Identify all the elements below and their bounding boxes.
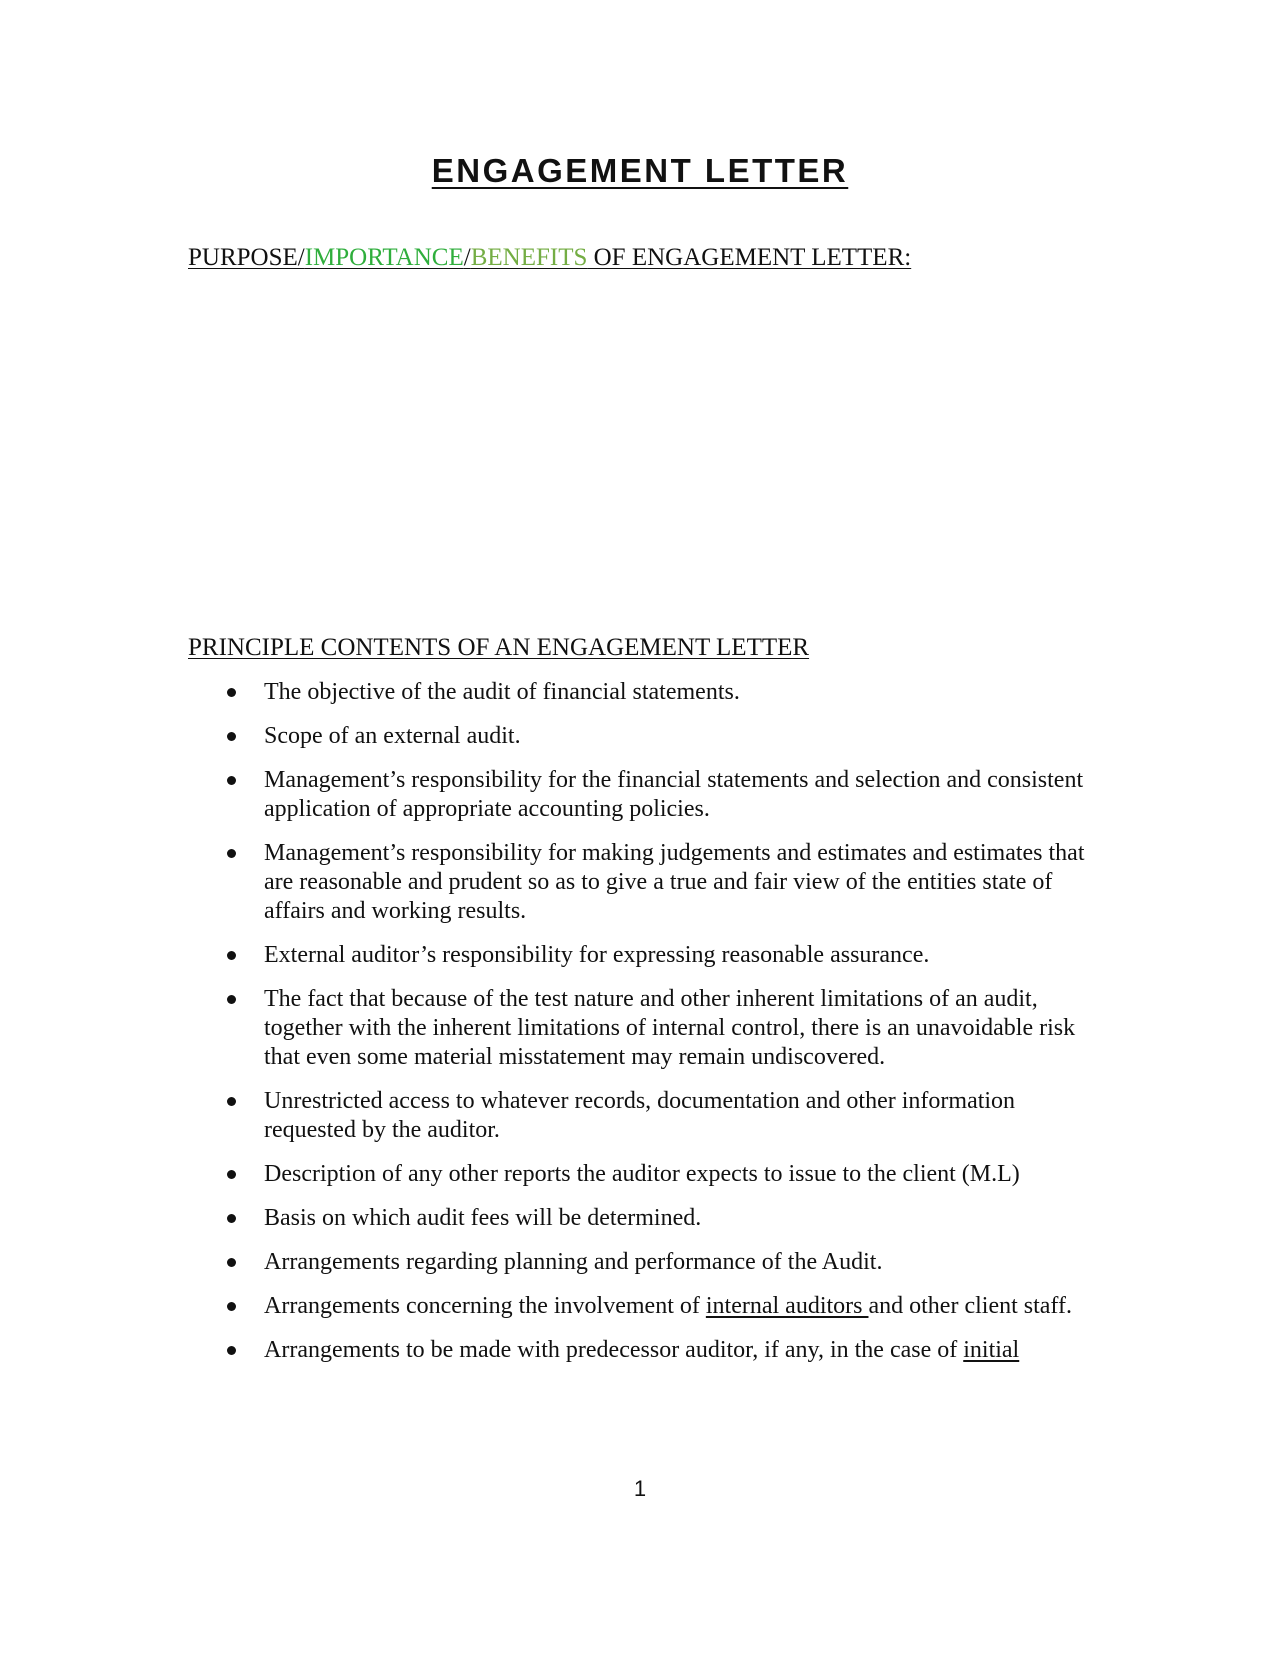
list-item <box>188 1248 1088 1277</box>
list-item-text: Management’s responsibility for the financial statements and selection and consistent application of appropriate accounting policies. <box>264 767 1084 822</box>
purpose-heading-part1: PURPOSE/ <box>188 244 305 271</box>
list-item-text: Management’s responsibility for making judgements and estimates and estimates that are reasonable and prudent so as to give a true and fair view of the entities state of affairs and working results. <box>264 840 1085 924</box>
list-item-text-pre: Arrangements to be made with predecessor auditor, if any, in the case of <box>264 1337 964 1363</box>
list-item <box>188 985 1088 1072</box>
list-item-text: Scope of an external audit. <box>264 723 521 749</box>
list-item <box>188 1204 1088 1233</box>
bullet-icon <box>227 688 236 697</box>
list-item <box>188 766 1088 824</box>
list-item <box>188 941 1088 970</box>
list-item <box>188 1160 1088 1189</box>
principle-contents-heading: PRINCIPLE CONTENTS OF AN ENGAGEMENT LETTER <box>188 634 810 661</box>
bullet-icon <box>227 776 236 785</box>
bullet-icon <box>227 732 236 741</box>
list-item-text-pre: Arrangements concerning the involvement of <box>264 1293 706 1319</box>
bullet-icon <box>227 1302 236 1311</box>
bullet-icon <box>227 849 236 858</box>
bullet-icon <box>227 1170 236 1179</box>
list-item-text: The objective of the audit of financial statements. <box>264 679 740 705</box>
list-item-text: Unrestricted access to whatever records, documentation and other information requested by the auditor. <box>264 1088 1016 1143</box>
list-item-text: The fact that because of the test nature and other inherent limitations of an audit, together with the inherent limitations of internal control, there is an unavoidable risk that even some material misstatement may remain undiscovered. <box>264 986 1076 1070</box>
list-item <box>188 1087 1088 1145</box>
bullet-icon <box>227 951 236 960</box>
list-item-text: Description of any other reports the auditor expects to issue to the client (M.L) <box>264 1161 1020 1187</box>
initial-link[interactable]: initial <box>963 1337 1020 1363</box>
list-item <box>188 678 1088 707</box>
purpose-heading-benefits: BENEFITS <box>470 244 588 271</box>
bullet-icon <box>227 1258 236 1267</box>
bullet-icon <box>227 1097 236 1106</box>
list-item-text: External auditor’s responsibility for expressing reasonable assurance. <box>264 942 930 968</box>
document-title <box>0 152 1280 190</box>
list-item <box>188 1336 1088 1365</box>
list-item-text: Basis on which audit fees will be determined. <box>264 1205 702 1231</box>
purpose-heading <box>188 244 911 272</box>
purpose-heading-rest: OF ENGAGEMENT LETTER: <box>587 244 912 271</box>
principle-contents-list <box>188 678 1088 1380</box>
list-item <box>188 1292 1088 1321</box>
bullet-icon <box>227 1346 236 1355</box>
document-title-text: ENGAGEMENT LETTER <box>431 152 849 189</box>
list-item-text-post: and other client staff. <box>868 1293 1072 1319</box>
bullet-icon <box>227 995 236 1004</box>
bullet-icon <box>227 1214 236 1223</box>
page-number: 1 <box>633 1476 647 1501</box>
list-item-text: Arrangements regarding planning and performance of the Audit. <box>264 1249 883 1275</box>
purpose-heading-importance: IMPORTANCE <box>304 244 464 271</box>
list-item <box>188 839 1088 926</box>
internal-auditors-link[interactable]: internal auditors <box>705 1293 869 1319</box>
list-item <box>188 722 1088 751</box>
purpose-heading-slash: / <box>463 244 471 271</box>
